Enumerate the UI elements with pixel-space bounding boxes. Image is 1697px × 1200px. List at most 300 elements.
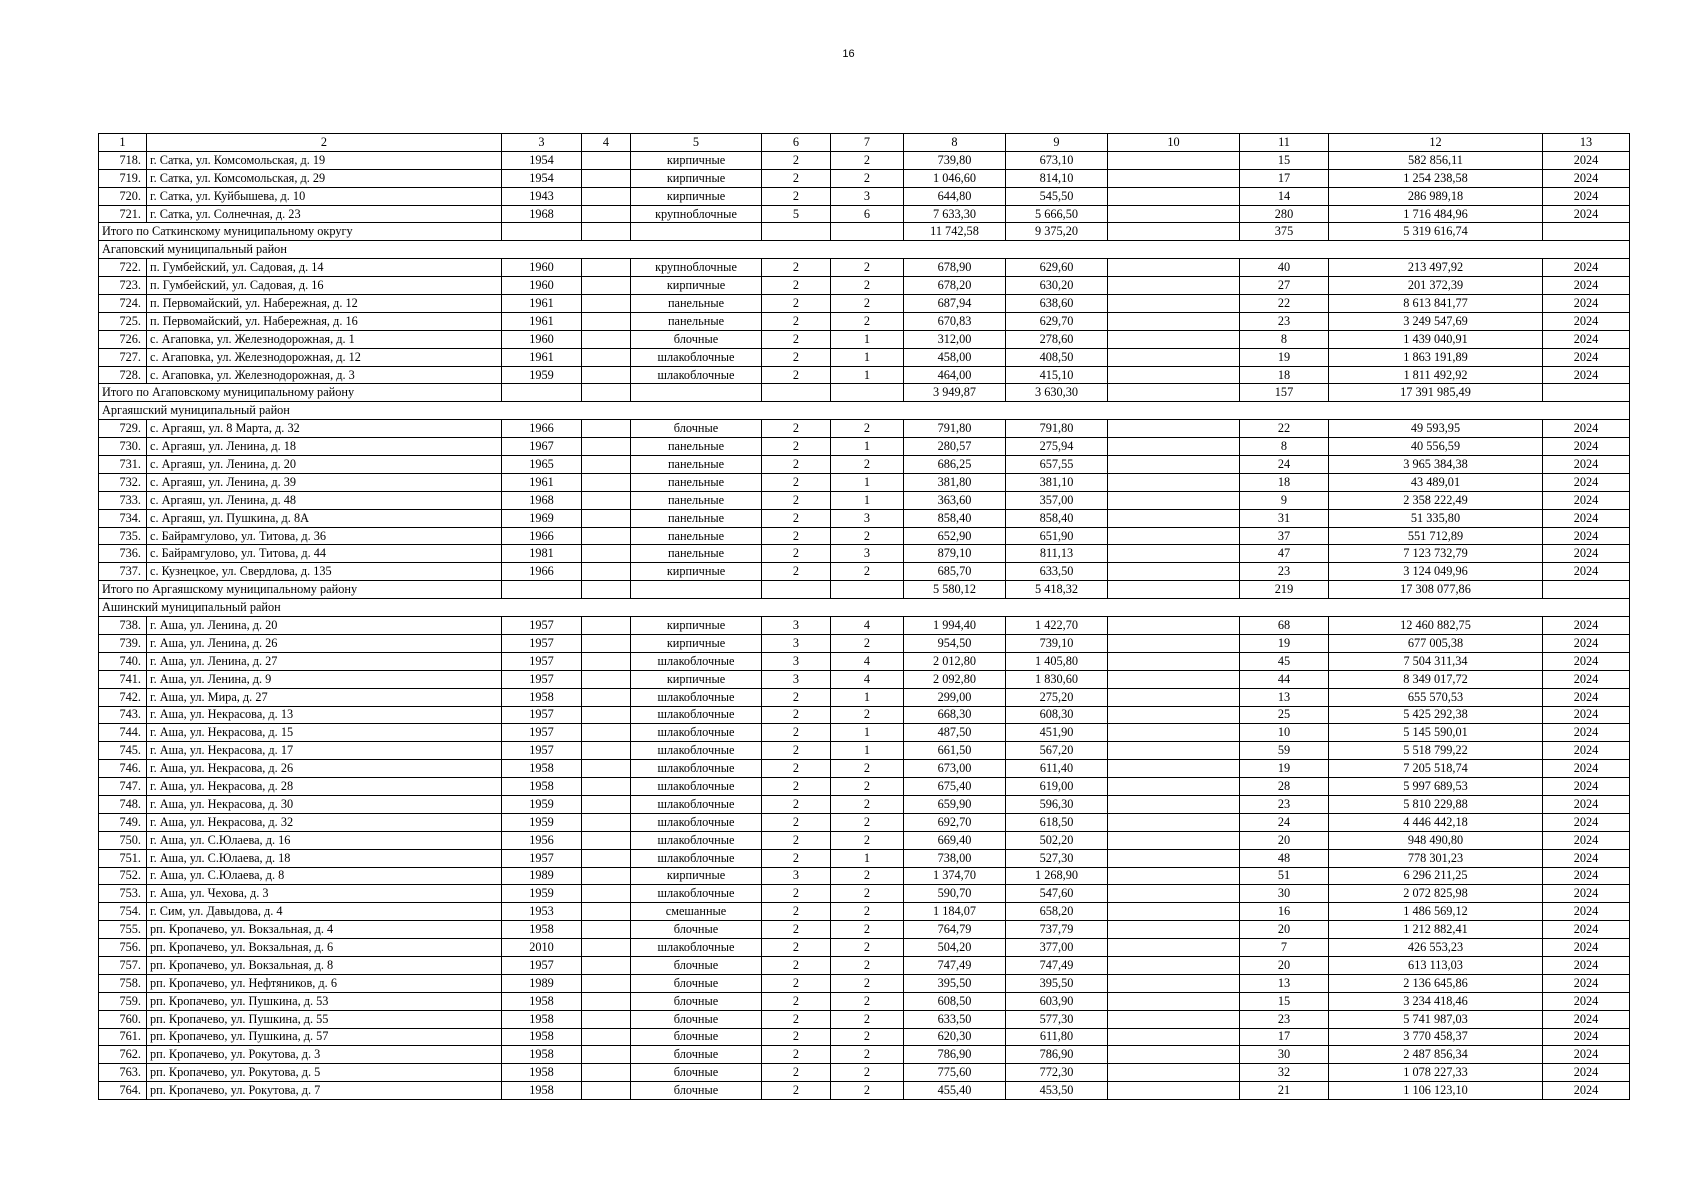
table-cell: 30	[1240, 885, 1329, 903]
table-cell: 3 965 384,38	[1329, 456, 1543, 474]
table-cell: 2024	[1543, 205, 1630, 223]
table-cell: кирпичные	[631, 169, 762, 187]
table-cell: 547,60	[1006, 885, 1108, 903]
table-cell: 32	[1240, 1064, 1329, 1082]
table-cell: Агаповский муниципальный район	[99, 241, 1630, 259]
table-cell: 1957	[502, 956, 582, 974]
table-cell: блочные	[631, 1028, 762, 1046]
table-cell: 2	[762, 903, 831, 921]
table-cell: 2	[831, 1028, 904, 1046]
table-cell: г. Аша, ул. Ленина, д. 27	[147, 652, 502, 670]
table-cell: 743.	[99, 706, 147, 724]
table-cell: 1	[831, 688, 904, 706]
table-cell: смешанные	[631, 903, 762, 921]
table-row	[99, 867, 1630, 885]
table-cell: 721.	[99, 205, 147, 223]
table-row	[99, 491, 1630, 509]
table-cell: 760.	[99, 1010, 147, 1028]
table-cell: 2	[831, 1046, 904, 1064]
table-cell: г. Аша, ул. Ленина, д. 26	[147, 634, 502, 652]
table-cell: 1959	[502, 813, 582, 831]
table-cell: 2 487 856,34	[1329, 1046, 1543, 1064]
table-cell: 4 446 442,18	[1329, 813, 1543, 831]
table-cell: 5 810 229,88	[1329, 795, 1543, 813]
table-cell: 775,60	[904, 1064, 1006, 1082]
table-cell: 2	[762, 760, 831, 778]
table-cell: 9	[1240, 491, 1329, 509]
table-cell	[1108, 330, 1240, 348]
table-cell: 737.	[99, 563, 147, 581]
table-row	[99, 1010, 1630, 1028]
table-cell: 1958	[502, 921, 582, 939]
table-row	[99, 813, 1630, 831]
table-cell: 2	[831, 813, 904, 831]
table-cell	[582, 956, 631, 974]
table-cell: 630,20	[1006, 277, 1108, 295]
table-cell: 3 770 458,37	[1329, 1028, 1543, 1046]
table-row	[99, 527, 1630, 545]
table-cell: 3	[831, 187, 904, 205]
table-cell: 2	[831, 831, 904, 849]
table-cell: панельные	[631, 527, 762, 545]
table-cell: с. Байрамгулово, ул. Титова, д. 44	[147, 545, 502, 563]
table-cell: 2024	[1543, 295, 1630, 313]
table-cell: 23	[1240, 563, 1329, 581]
table-cell: 1957	[502, 634, 582, 652]
table-cell: блочные	[631, 1082, 762, 1100]
table-cell	[1108, 867, 1240, 885]
table-cell: 673,10	[1006, 151, 1108, 169]
table-cell: г. Аша, ул. Некрасова, д. 26	[147, 760, 502, 778]
table-cell: 718.	[99, 151, 147, 169]
table-cell: 2024	[1543, 813, 1630, 831]
table-cell: Итого по Агаповскому муниципальному району	[99, 384, 502, 402]
table-cell: 4	[831, 652, 904, 670]
table-cell	[582, 1028, 631, 1046]
table-cell: 2	[762, 778, 831, 796]
table-cell: 5 425 292,38	[1329, 706, 1543, 724]
table-cell: 1958	[502, 992, 582, 1010]
table-cell: 3 630,30	[1006, 384, 1108, 402]
table-cell: 2	[762, 312, 831, 330]
table-cell	[1108, 1010, 1240, 1028]
table-cell: 661,50	[904, 742, 1006, 760]
table-cell: 1960	[502, 259, 582, 277]
column-header: 8	[904, 134, 1006, 152]
table-cell: 49 593,95	[1329, 420, 1543, 438]
table-cell	[582, 724, 631, 742]
table-row	[99, 885, 1630, 903]
table-cell: 278,60	[1006, 330, 1108, 348]
table-cell: 30	[1240, 1046, 1329, 1064]
table-cell	[1543, 223, 1630, 241]
table-cell: 2	[831, 974, 904, 992]
table-row	[99, 760, 1630, 778]
table-cell	[582, 509, 631, 527]
table-cell: 527,30	[1006, 849, 1108, 867]
subtotal-row	[99, 581, 1630, 599]
table-cell: 727.	[99, 348, 147, 366]
table-cell: 2024	[1543, 187, 1630, 205]
table-cell: Итого по Аргаяшскому муниципальному району	[99, 581, 502, 599]
table-cell: 27	[1240, 277, 1329, 295]
table-cell: 31	[1240, 509, 1329, 527]
table-cell: панельные	[631, 456, 762, 474]
table-cell: 21	[1240, 1082, 1329, 1100]
table-cell	[762, 581, 831, 599]
column-header: 11	[1240, 134, 1329, 152]
table-cell: 2	[831, 706, 904, 724]
table-cell: 611,80	[1006, 1028, 1108, 1046]
table-cell: 633,50	[1006, 563, 1108, 581]
table-cell: 747.	[99, 778, 147, 796]
table-cell: 596,30	[1006, 795, 1108, 813]
table-cell: г. Аша, ул. Некрасова, д. 15	[147, 724, 502, 742]
table-cell: 745.	[99, 742, 147, 760]
table-cell	[582, 921, 631, 939]
table-cell: крупноблочные	[631, 259, 762, 277]
table-row	[99, 205, 1630, 223]
table-cell: 5 145 590,01	[1329, 724, 1543, 742]
table-cell: 2	[762, 563, 831, 581]
table-cell: 735.	[99, 527, 147, 545]
table-row	[99, 545, 1630, 563]
table-cell: 2024	[1543, 259, 1630, 277]
table-cell: 1 422,70	[1006, 617, 1108, 635]
table-cell	[582, 1064, 631, 1082]
table-cell: 719.	[99, 169, 147, 187]
table-cell: 219	[1240, 581, 1329, 599]
table-cell: шлакоблочные	[631, 795, 762, 813]
table-cell: 20	[1240, 831, 1329, 849]
table-cell: 1957	[502, 849, 582, 867]
table-cell: 1958	[502, 778, 582, 796]
table-row	[99, 259, 1630, 277]
table-cell: 1 268,90	[1006, 867, 1108, 885]
district-header-row	[99, 599, 1630, 617]
table-cell	[1108, 277, 1240, 295]
table-cell: 858,40	[1006, 509, 1108, 527]
table-cell	[1108, 491, 1240, 509]
table-cell: 2	[762, 527, 831, 545]
table-cell: 23	[1240, 312, 1329, 330]
table-cell	[582, 1082, 631, 1100]
table-cell: 201 372,39	[1329, 277, 1543, 295]
table-cell: 2	[762, 1010, 831, 1028]
table-cell: шлакоблочные	[631, 348, 762, 366]
table-cell: 455,40	[904, 1082, 1006, 1100]
table-cell: 2024	[1543, 670, 1630, 688]
table-cell: 2	[762, 992, 831, 1010]
column-header: 12	[1329, 134, 1543, 152]
table-cell: 357,00	[1006, 491, 1108, 509]
table-cell: панельные	[631, 491, 762, 509]
table-cell: 2	[762, 456, 831, 474]
table-cell	[1108, 527, 1240, 545]
table-cell: 759.	[99, 992, 147, 1010]
table-cell: 2024	[1543, 438, 1630, 456]
table-row	[99, 295, 1630, 313]
table-cell	[1108, 724, 1240, 742]
table-cell	[831, 223, 904, 241]
table-cell: 280,57	[904, 438, 1006, 456]
table-cell: 879,10	[904, 545, 1006, 563]
table-cell: 3	[762, 652, 831, 670]
table-cell: Ашинский муниципальный район	[99, 599, 1630, 617]
table-cell: 567,20	[1006, 742, 1108, 760]
table-cell: 2	[831, 939, 904, 957]
table-cell	[582, 545, 631, 563]
table-cell	[631, 223, 762, 241]
table-cell: блочные	[631, 921, 762, 939]
table-cell: 13	[1240, 688, 1329, 706]
table-cell: г. Сатка, ул. Солнечная, д. 23	[147, 205, 502, 223]
table-cell	[1108, 384, 1240, 402]
table-cell: 286 989,18	[1329, 187, 1543, 205]
table-cell: 1957	[502, 742, 582, 760]
table-cell: 487,50	[904, 724, 1006, 742]
table-cell: 23	[1240, 795, 1329, 813]
table-cell: 1 439 040,91	[1329, 330, 1543, 348]
table-cell: 213 497,92	[1329, 259, 1543, 277]
table-cell: г. Аша, ул. Некрасова, д. 30	[147, 795, 502, 813]
table-row	[99, 634, 1630, 652]
table-cell: 363,60	[904, 491, 1006, 509]
table-cell: рп. Кропачево, ул. Вокзальная, д. 4	[147, 921, 502, 939]
column-header: 5	[631, 134, 762, 152]
table-cell: 1 374,70	[904, 867, 1006, 885]
table-cell	[582, 652, 631, 670]
table-cell: 751.	[99, 849, 147, 867]
table-cell: рп. Кропачево, ул. Пушкина, д. 53	[147, 992, 502, 1010]
table-cell: 7 504 311,34	[1329, 652, 1543, 670]
table-cell: г. Аша, ул. С.Юлаева, д. 8	[147, 867, 502, 885]
table-cell: 2	[762, 1028, 831, 1046]
table-cell: крупноблочные	[631, 205, 762, 223]
table-cell: 668,30	[904, 706, 1006, 724]
table-cell: 2	[831, 760, 904, 778]
table-cell: 677 005,38	[1329, 634, 1543, 652]
table-cell: 582 856,11	[1329, 151, 1543, 169]
table-cell: 3	[762, 867, 831, 885]
table-cell	[582, 295, 631, 313]
table-cell	[1108, 742, 1240, 760]
table-cell: 2	[831, 277, 904, 295]
table-cell	[582, 491, 631, 509]
table-cell: 750.	[99, 831, 147, 849]
table-cell	[502, 581, 582, 599]
table-cell: 791,80	[904, 420, 1006, 438]
table-cell: 2	[831, 151, 904, 169]
table-cell	[582, 849, 631, 867]
table-cell	[1108, 1028, 1240, 1046]
table-cell: 451,90	[1006, 724, 1108, 742]
table-cell: 758.	[99, 974, 147, 992]
table-cell	[582, 831, 631, 849]
table-cell: 2	[762, 724, 831, 742]
table-cell: 754.	[99, 903, 147, 921]
table-cell: 1966	[502, 420, 582, 438]
table-cell: шлакоблочные	[631, 688, 762, 706]
table-cell: 157	[1240, 384, 1329, 402]
table-cell: 2024	[1543, 903, 1630, 921]
table-cell: 5 518 799,22	[1329, 742, 1543, 760]
table-cell: 746.	[99, 760, 147, 778]
table-cell: 2024	[1543, 312, 1630, 330]
table-cell: 3 124 049,96	[1329, 563, 1543, 581]
table-cell: 2024	[1543, 652, 1630, 670]
table-cell: 786,90	[1006, 1046, 1108, 1064]
housing-table	[98, 133, 1630, 1100]
table-cell: 5 997 689,53	[1329, 778, 1543, 796]
column-header: 9	[1006, 134, 1108, 152]
table-cell: Итого по Саткинскому муниципальному округу	[99, 223, 502, 241]
table-cell	[582, 634, 631, 652]
table-cell: 2024	[1543, 885, 1630, 903]
table-cell: 755.	[99, 921, 147, 939]
table-cell: 2	[831, 885, 904, 903]
table-cell	[1108, 187, 1240, 205]
table-cell: 2	[831, 527, 904, 545]
table-cell: 1958	[502, 1028, 582, 1046]
table-row	[99, 652, 1630, 670]
table-cell	[1108, 1082, 1240, 1100]
table-cell: 752.	[99, 867, 147, 885]
table-cell: кирпичные	[631, 617, 762, 635]
table-cell: 686,25	[904, 456, 1006, 474]
table-cell: 2	[831, 867, 904, 885]
table-cell: 12 460 882,75	[1329, 617, 1543, 635]
table-cell: 725.	[99, 312, 147, 330]
table-cell: шлакоблочные	[631, 885, 762, 903]
table-cell: 2	[762, 1046, 831, 1064]
table-cell: 753.	[99, 885, 147, 903]
table-cell	[1108, 974, 1240, 992]
table-row	[99, 312, 1630, 330]
table-cell: 948 490,80	[1329, 831, 1543, 849]
table-cell: 2024	[1543, 724, 1630, 742]
table-cell: 3 234 418,46	[1329, 992, 1543, 1010]
table-cell: 2	[762, 348, 831, 366]
table-cell: панельные	[631, 312, 762, 330]
table-row	[99, 670, 1630, 688]
table-cell: 1968	[502, 205, 582, 223]
table-cell: г. Аша, ул. Некрасова, д. 32	[147, 813, 502, 831]
table-cell: 619,00	[1006, 778, 1108, 796]
table-cell: 720.	[99, 187, 147, 205]
table-cell: 2	[762, 885, 831, 903]
table-cell: блочные	[631, 1010, 762, 1028]
table-cell: 2024	[1543, 688, 1630, 706]
table-cell: 2 136 645,86	[1329, 974, 1543, 992]
table-cell: 1968	[502, 491, 582, 509]
table-cell	[831, 384, 904, 402]
table-cell: блочные	[631, 1046, 762, 1064]
table-cell	[582, 939, 631, 957]
table-cell	[1108, 545, 1240, 563]
table-cell: 5 418,32	[1006, 581, 1108, 599]
table-cell: блочные	[631, 974, 762, 992]
table-row	[99, 1028, 1630, 1046]
table-cell: 458,00	[904, 348, 1006, 366]
table-row	[99, 366, 1630, 384]
table-cell: рп. Кропачево, ул. Нефтяников, д. 6	[147, 974, 502, 992]
table-row	[99, 169, 1630, 187]
table-cell	[582, 223, 631, 241]
table-cell: рп. Кропачево, ул. Рокутова, д. 5	[147, 1064, 502, 1082]
table-cell: 3	[762, 670, 831, 688]
table-cell	[1108, 921, 1240, 939]
table-cell: 2	[762, 366, 831, 384]
table-cell: 10	[1240, 724, 1329, 742]
table-cell: 814,10	[1006, 169, 1108, 187]
table-cell: с. Байрамгулово, ул. Титова, д. 36	[147, 527, 502, 545]
column-header: 4	[582, 134, 631, 152]
table-cell: шлакоблочные	[631, 778, 762, 796]
table-cell	[1108, 813, 1240, 831]
table-cell	[582, 795, 631, 813]
table-cell	[502, 384, 582, 402]
table-cell: 1957	[502, 724, 582, 742]
table-cell: 1958	[502, 1064, 582, 1082]
table-cell: 2	[831, 563, 904, 581]
table-cell: с. Агаповка, ул. Железнодорожная, д. 3	[147, 366, 502, 384]
table-cell: 2024	[1543, 921, 1630, 939]
table-cell: 7 123 732,79	[1329, 545, 1543, 563]
table-cell: 2	[762, 1064, 831, 1082]
table-cell	[1108, 670, 1240, 688]
table-cell: 1989	[502, 867, 582, 885]
table-cell: рп. Кропачево, ул. Рокутова, д. 3	[147, 1046, 502, 1064]
table-cell: 1958	[502, 760, 582, 778]
table-row	[99, 921, 1630, 939]
table-cell: 1957	[502, 617, 582, 635]
table-cell: 761.	[99, 1028, 147, 1046]
table-row	[99, 778, 1630, 796]
table-cell: блочные	[631, 992, 762, 1010]
table-cell: 5 666,50	[1006, 205, 1108, 223]
table-cell	[1108, 849, 1240, 867]
table-cell: 23	[1240, 1010, 1329, 1028]
page-number: 16	[842, 48, 855, 60]
table-cell: 685,70	[904, 563, 1006, 581]
table-cell: 724.	[99, 295, 147, 313]
table-cell	[1108, 778, 1240, 796]
table-cell: 2	[831, 956, 904, 974]
table-cell: кирпичные	[631, 151, 762, 169]
table-cell: 1	[831, 438, 904, 456]
table-cell: 811,13	[1006, 545, 1108, 563]
table-cell: шлакоблочные	[631, 366, 762, 384]
table-cell	[1108, 509, 1240, 527]
table-cell: 11 742,58	[904, 223, 1006, 241]
table-cell: шлакоблочные	[631, 849, 762, 867]
table-cell: 2024	[1543, 527, 1630, 545]
table-cell: 738.	[99, 617, 147, 635]
table-cell: 1 184,07	[904, 903, 1006, 921]
table-cell: 687,94	[904, 295, 1006, 313]
table-cell: 2 358 222,49	[1329, 491, 1543, 509]
table-cell: г. Аша, ул. Мира, д. 27	[147, 688, 502, 706]
table-cell: 2	[762, 277, 831, 295]
table-cell: рп. Кропачево, ул. Пушкина, д. 57	[147, 1028, 502, 1046]
table-cell: 280	[1240, 205, 1329, 223]
table-cell	[1108, 706, 1240, 724]
table-cell	[582, 670, 631, 688]
table-cell: 2 072 825,98	[1329, 885, 1543, 903]
table-cell: панельные	[631, 545, 762, 563]
table-cell: 275,94	[1006, 438, 1108, 456]
